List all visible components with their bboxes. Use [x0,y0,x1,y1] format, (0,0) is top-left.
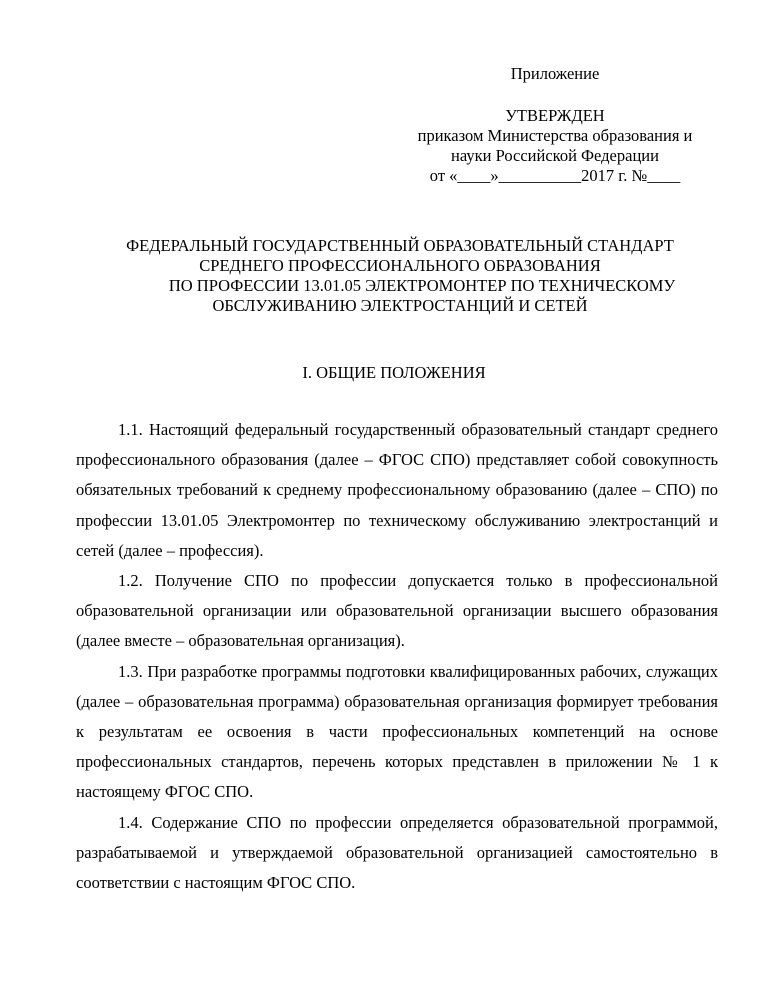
title-line-1: ФЕДЕРАЛЬНЫЙ ГОСУДАРСТВЕННЫЙ ОБРАЗОВАТЕЛЬНЫЙ СТАНДАРТ [126,236,674,255]
approval-order-line: приказом Министерства образования и [417,126,693,145]
annex-label: Приложение [510,64,600,83]
paragraph-text: Содержание СПО по профессии определяется образовательной программой, разрабатываемой и утверждаемой образовательной организацией самостоятельно в соответствии с настоящим ФГОС СПО. [76,812,719,893]
approval-ministry-line: науки Российской Федерации [451,146,659,165]
paragraph-1-1 [76,415,718,566]
paragraph-number: 1.2. [118,571,143,591]
approved-label: УТВЕРЖДЕН [505,106,605,125]
title-line-2: СРЕДНЕГО ПРОФЕССИОНАЛЬНОГО ОБРАЗОВАНИЯ [199,256,601,275]
paragraph-text: При разработке программы подготовки квалифицированных рабочих, служащих (далее – образовательная программа) образовательная организация формирует требования к результатам ее освоения в части профессиональных компетенций на основе профессиональных стандартов, перечень которых представлен в приложении № 1 к настоящему ФГОС СПО. [76,661,718,802]
paragraph-text: Получение СПО по профессии допускается только в профессиональной образовательной организации или образовательной организации высшего образования (далее вместе – образовательная организация). [76,571,718,651]
body-text [76,415,718,898]
paragraph-1-3 [76,657,718,808]
title-line-3: ПО ПРОФЕССИИ 13.01.05 ЭЛЕКТРОМОНТЕР ПО ТЕХНИЧЕСКОМУ [168,276,676,295]
paragraph-number: 1.4. [118,812,143,832]
approval-date-line: от «____»__________2017 г. №____ [429,166,681,185]
paragraph-text: Настоящий федеральный государственный образовательный стандарт среднего профессионального образования (далее – ФГОС СПО) представляет собой совокупность обязательных требований к среднему профессиональному образованию (далее – СПО) по профессии 13.01.05 Электромонтер по техническому обслуживанию электростанций и сетей (далее – профессия). [76,420,719,560]
paragraph-number: 1.1. [118,420,143,439]
title-line-4: ОБСЛУЖИВАНИЮ ЭЛЕКТРОСТАНЦИЙ И СЕТЕЙ [212,296,588,315]
section-heading: I. ОБЩИЕ ПОЛОЖЕНИЯ [302,363,486,382]
document-title [60,236,740,316]
paragraph-1-4 [76,808,718,899]
paragraph-number: 1.3. [118,661,143,681]
approval-block [390,64,720,186]
paragraph-1-2 [76,566,718,657]
